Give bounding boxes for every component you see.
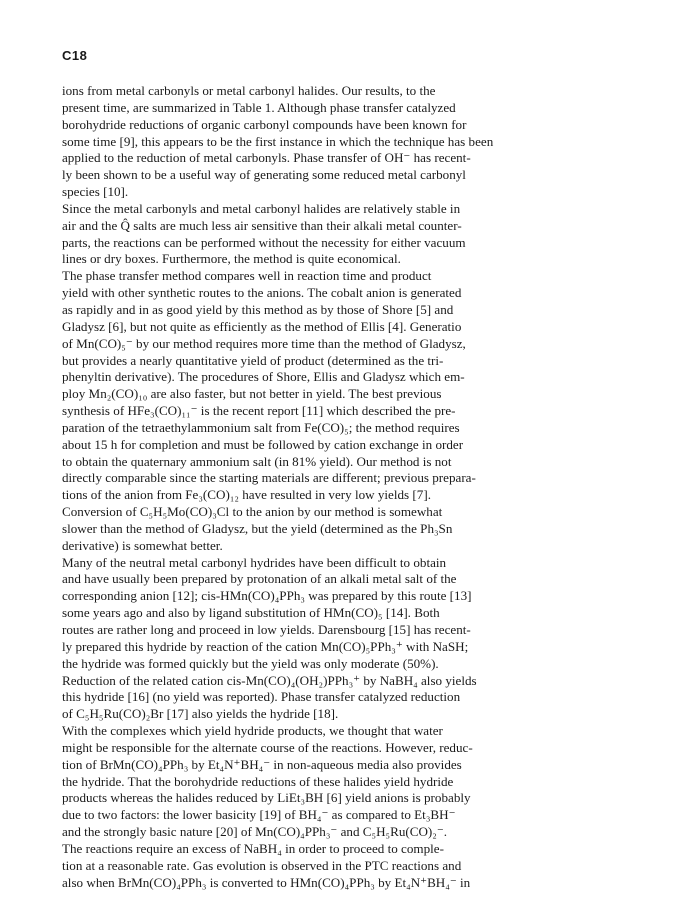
- text-line: parts, the reactions can be performed without the necessity for either vacuum: [62, 234, 466, 250]
- text-line: yield with other synthetic routes to the anions. The cobalt anion is generated: [62, 285, 462, 301]
- text-line: the hydride. That the borohydride reductions of these halides yield hydride: [62, 773, 454, 789]
- text-line: ploy Mn₂(CO)₁₀ are also faster, but not better in yield. The best previous: [62, 386, 442, 402]
- text-line: some years ago and also by ligand substitution of HMn(CO)₅ [14]. Both: [62, 605, 440, 621]
- text-line: Many of the neutral metal carbonyl hydrides have been difficult to obtain: [62, 554, 447, 570]
- text-line: routes are rather long and proceed in low yields. Darensbourg [15] has recent-: [62, 622, 471, 637]
- text-line: due to two factors: the lower basicity [19] of BH₄⁻ as compared to Et₃BH⁻: [62, 807, 456, 823]
- text-line: Conversion of C₅H₅Mo(CO)₃Cl to the anion by our method is somewhat: [62, 504, 443, 520]
- text-line: Gladysz [6], but not quite as efficiently as the method of Ellis [4]. Generatio: [62, 318, 462, 334]
- text-line: tion of BrMn(CO)₄PPh₃ by Et₄N⁺BH₄⁻ in non-aqueous media also provides: [62, 756, 462, 772]
- text-line: applied to the reduction of metal carbonyls. Phase transfer of OH⁻ has recent-: [62, 150, 471, 166]
- text-line: products whereas the halides reduced by LiEt₃BH [6] yield anions is probably: [62, 790, 471, 806]
- text-line: Reduction of the related cation cis-Mn(CO)₄(OH₂)PPh₃⁺ by NaBH₄ also yields: [62, 672, 477, 688]
- text-line: ly prepared this hydride by reaction of the cation Mn(CO)₅PPh₃⁺ with NaSH;: [62, 638, 469, 654]
- text-line: as rapidly and in as good yield by this method as by those of Shore [5] and: [62, 301, 454, 317]
- text-line: and have usually been prepared by protonation of an alkali metal salt of the: [62, 571, 457, 587]
- text-line: synthesis of HFe₃(CO)₁₁⁻ is the recent report [11] which described the pre-: [62, 403, 456, 419]
- text-line: of C₅H₅Ru(CO)₂Br [17] also yields the hydride [18].: [62, 706, 339, 722]
- text-line: tions of the anion from Fe₃(CO)₁₂ have resulted in very low yields [7].: [62, 487, 431, 503]
- text-line: With the complexes which yield hydride products, we thought that water: [62, 723, 443, 739]
- text-line: present time, are summarized in Table 1. Although phase transfer catalyzed: [62, 99, 456, 115]
- text-line: derivative) is somewhat better.: [62, 537, 223, 553]
- text-line: borohydride reductions of organic carbonyl compounds have been known for: [62, 116, 467, 132]
- text-line: species [10].: [62, 184, 129, 200]
- text-line: also when BrMn(CO)₄PPh₃ is converted to HMn(CO)₄PPh₃ by Et₄N⁺BH₄⁻ in: [62, 874, 471, 890]
- text-line: Since the metal carbonyls and metal carbonyl halides are relatively stable in: [62, 200, 461, 216]
- text-line: paration of the tetraethylammonium salt from Fe(CO)₅; the method requires: [62, 419, 460, 435]
- text-line: of Mn(CO)₅⁻ by our method requires more time than the method of Gladysz,: [62, 335, 466, 351]
- text-line: the hydride was formed quickly but the yield was only moderate (50%).: [62, 655, 439, 671]
- text-line: to obtain the quaternary ammonium salt (in 81% yield). Our method is not: [62, 453, 452, 469]
- text-line: The reactions require an excess of NaBH₄ in order to proceed to comple-: [62, 840, 444, 856]
- text-line: this hydride [16] (no yield was reported). Phase transfer catalyzed reduction: [62, 689, 461, 705]
- text-line: The phase transfer method compares well in reaction time and product: [62, 268, 432, 284]
- text-line: lines or dry boxes. Furthermore, the method is quite economical.: [62, 251, 401, 267]
- text-line: tion at a reasonable rate. Gas evolution is observed in the PTC reactions and: [62, 857, 462, 873]
- text-line: air and the Q̂ salts are much less air sensitive than their alkali metal counter-: [62, 217, 462, 233]
- text-line: might be responsible for the alternate course of the reactions. However, reduc-: [62, 739, 473, 755]
- text-line: corresponding anion [12]; cis-HMn(CO)₄PPh₃ was prepared by this route [13]: [62, 588, 472, 604]
- text-line: ly been shown to be a useful way of generating some reduced metal carbonyl: [62, 167, 466, 183]
- text-line: slower than the method of Gladysz, but the yield (determined as the Ph₃Sn: [62, 520, 453, 536]
- article-body: [62, 83, 624, 892]
- page-number: C18: [62, 48, 88, 63]
- text-line: ions from metal carbonyls or metal carbonyl halides. Our results, to the: [62, 83, 436, 98]
- text-line: phenyltin derivative). The procedures of Shore, Ellis and Gladysz which em-: [62, 369, 465, 385]
- text-line: but provides a nearly quantitative yield of product (determined as the tri-: [62, 352, 444, 368]
- text-line: some time [9], this appears to be the first instance in which the technique has been: [62, 133, 494, 149]
- text-line: directly comparable since the starting materials are different; previous prepara-: [62, 470, 476, 486]
- text-line: about 15 h for completion and must be followed by cation exchange in order: [62, 436, 464, 452]
- text-line: and the strongly basic nature [20] of Mn(CO)₄PPh₃⁻ and C₅H₅Ru(CO)₂⁻.: [62, 824, 448, 840]
